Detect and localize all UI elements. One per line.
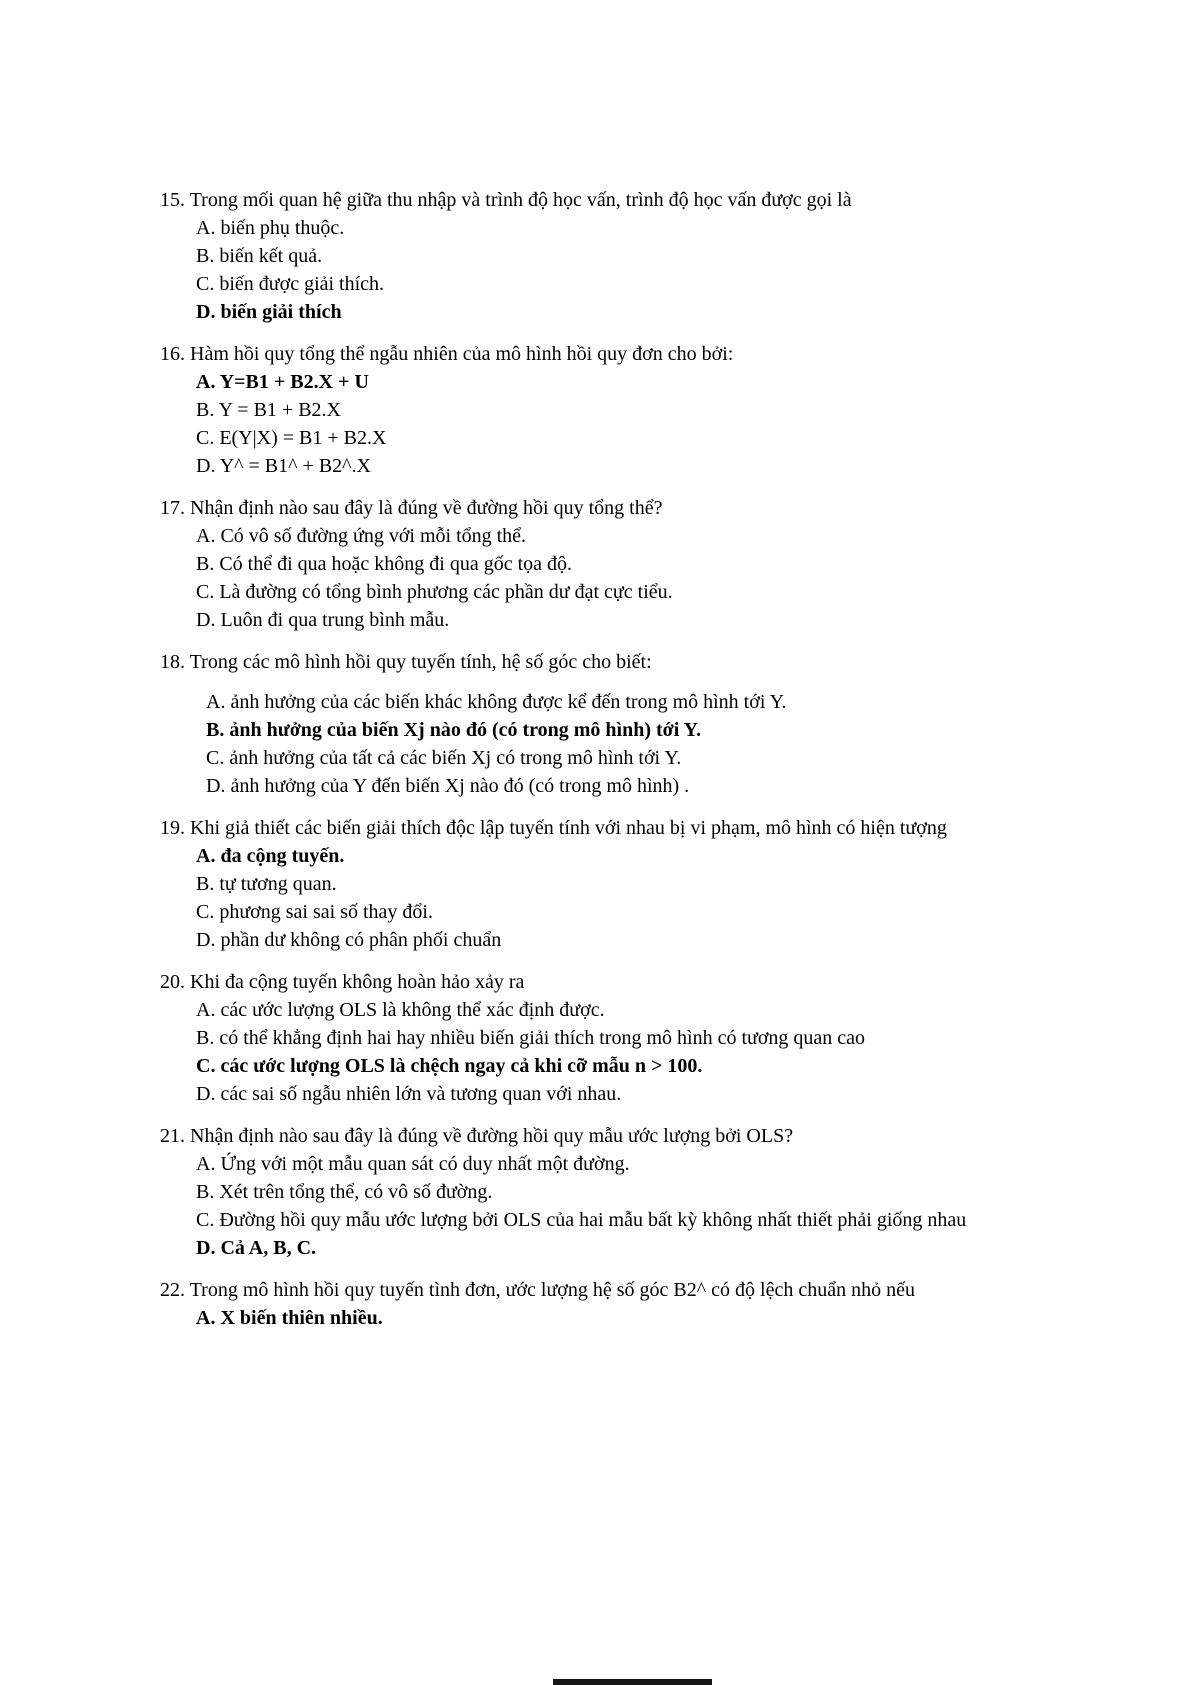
question-text: 18. Trong các mô hình hồi quy tuyến tính, hệ số góc cho biết: bbox=[160, 651, 652, 673]
question-text: 16. Hàm hồi quy tổng thể ngẫu nhiên của mô hình hồi quy đơn cho bởi: bbox=[160, 343, 734, 365]
options-list bbox=[196, 368, 1038, 480]
option: A. Y=B1 + B2.X + U bbox=[196, 371, 369, 393]
option: B. có thể khẳng định hai hay nhiều biến giải thích trong mô hình có tương quan cao bbox=[196, 1027, 866, 1049]
option: B. tự tương quan. bbox=[196, 873, 337, 895]
option: B. biến kết quả. bbox=[196, 245, 323, 267]
option: A. ảnh hưởng của các biến khác không được kể đến trong mô hình tới Y. bbox=[206, 691, 787, 713]
option: C. phương sai sai số thay đổi. bbox=[196, 901, 433, 923]
question-16 bbox=[160, 340, 1038, 480]
question-17 bbox=[160, 494, 1038, 634]
option: A. X biến thiên nhiều. bbox=[196, 1307, 383, 1329]
question-20 bbox=[160, 968, 1038, 1108]
question-18 bbox=[160, 648, 1038, 800]
options-list bbox=[196, 214, 1038, 326]
option: C. Là đường có tổng bình phương các phần dư đạt cực tiểu. bbox=[196, 581, 673, 603]
option: D. Cả A, B, C. bbox=[196, 1237, 317, 1259]
option: C. các ước lượng OLS là chệch ngay cả khi cỡ mẫu n > 100. bbox=[196, 1055, 703, 1077]
option: C. ảnh hưởng của tất cả các biến Xj có trong mô hình tới Y. bbox=[206, 747, 682, 769]
options-list bbox=[196, 996, 1038, 1108]
question-text: 15. Trong mối quan hệ giữa thu nhập và trình độ học vấn, trình độ học vấn được gọi là bbox=[160, 189, 852, 211]
options-list bbox=[196, 1304, 1038, 1332]
option: C. E(Y|X) = B1 + B2.X bbox=[196, 427, 387, 449]
option: A. Ứng với một mẫu quan sát có duy nhất một đường. bbox=[196, 1153, 630, 1175]
option: D. Y^ = B1^ + B2^.X bbox=[196, 455, 371, 477]
question-21 bbox=[160, 1122, 1038, 1262]
option: D. phần dư không có phân phối chuẩn bbox=[196, 929, 502, 951]
option: A. Có vô số đường ứng với mỗi tổng thể. bbox=[196, 525, 527, 547]
options-list bbox=[196, 522, 1038, 634]
question-text: 17. Nhận định nào sau đây là đúng về đường hồi quy tổng thể? bbox=[160, 497, 663, 519]
question-list bbox=[160, 186, 1038, 1346]
option: B. Có thể đi qua hoặc không đi qua gốc tọa độ. bbox=[196, 553, 573, 575]
question-text: 22. Trong mô hình hồi quy tuyến tình đơn, ước lượng hệ số góc B2^ có độ lệch chuẩn nhỏ nếu bbox=[160, 1279, 915, 1301]
option: A. đa cộng tuyến. bbox=[196, 845, 345, 867]
options-list bbox=[196, 1150, 1038, 1262]
question-text: 20. Khi đa cộng tuyến không hoàn hảo xảy ra bbox=[160, 971, 525, 993]
option: B. Y = B1 + B2.X bbox=[196, 399, 341, 421]
question-text: 19. Khi giả thiết các biến giải thích độc lập tuyến tính với nhau bị vi phạm, mô hình có hiện tượng bbox=[160, 817, 947, 839]
option: D. Luôn đi qua trung bình mẫu. bbox=[196, 609, 450, 631]
bottom-edge-bar bbox=[553, 1679, 712, 1685]
question-22 bbox=[160, 1276, 1038, 1332]
option: B. ảnh hưởng của biến Xj nào đó (có trong mô hình) tới Y. bbox=[206, 719, 702, 741]
option: A. các ước lượng OLS là không thể xác định được. bbox=[196, 999, 605, 1021]
options-list bbox=[206, 688, 1038, 800]
options-list bbox=[196, 842, 1038, 954]
option: D. ảnh hưởng của Y đến biến Xj nào đó (có trong mô hình) . bbox=[206, 775, 690, 797]
option: D. biến giải thích bbox=[196, 301, 342, 323]
option: A. biến phụ thuộc. bbox=[196, 217, 345, 239]
question-text: 21. Nhận định nào sau đây là đúng về đường hồi quy mẫu ước lượng bởi OLS? bbox=[160, 1125, 794, 1147]
option: B. Xét trên tổng thể, có vô số đường. bbox=[196, 1181, 493, 1203]
question-15 bbox=[160, 186, 1038, 326]
option: D. các sai số ngẫu nhiên lớn và tương quan với nhau. bbox=[196, 1083, 622, 1105]
question-19 bbox=[160, 814, 1038, 954]
option: C. Đường hồi quy mẫu ước lượng bởi OLS của hai mẫu bất kỳ không nhất thiết phải giống nhau bbox=[196, 1209, 967, 1231]
option: C. biến được giải thích. bbox=[196, 273, 385, 295]
